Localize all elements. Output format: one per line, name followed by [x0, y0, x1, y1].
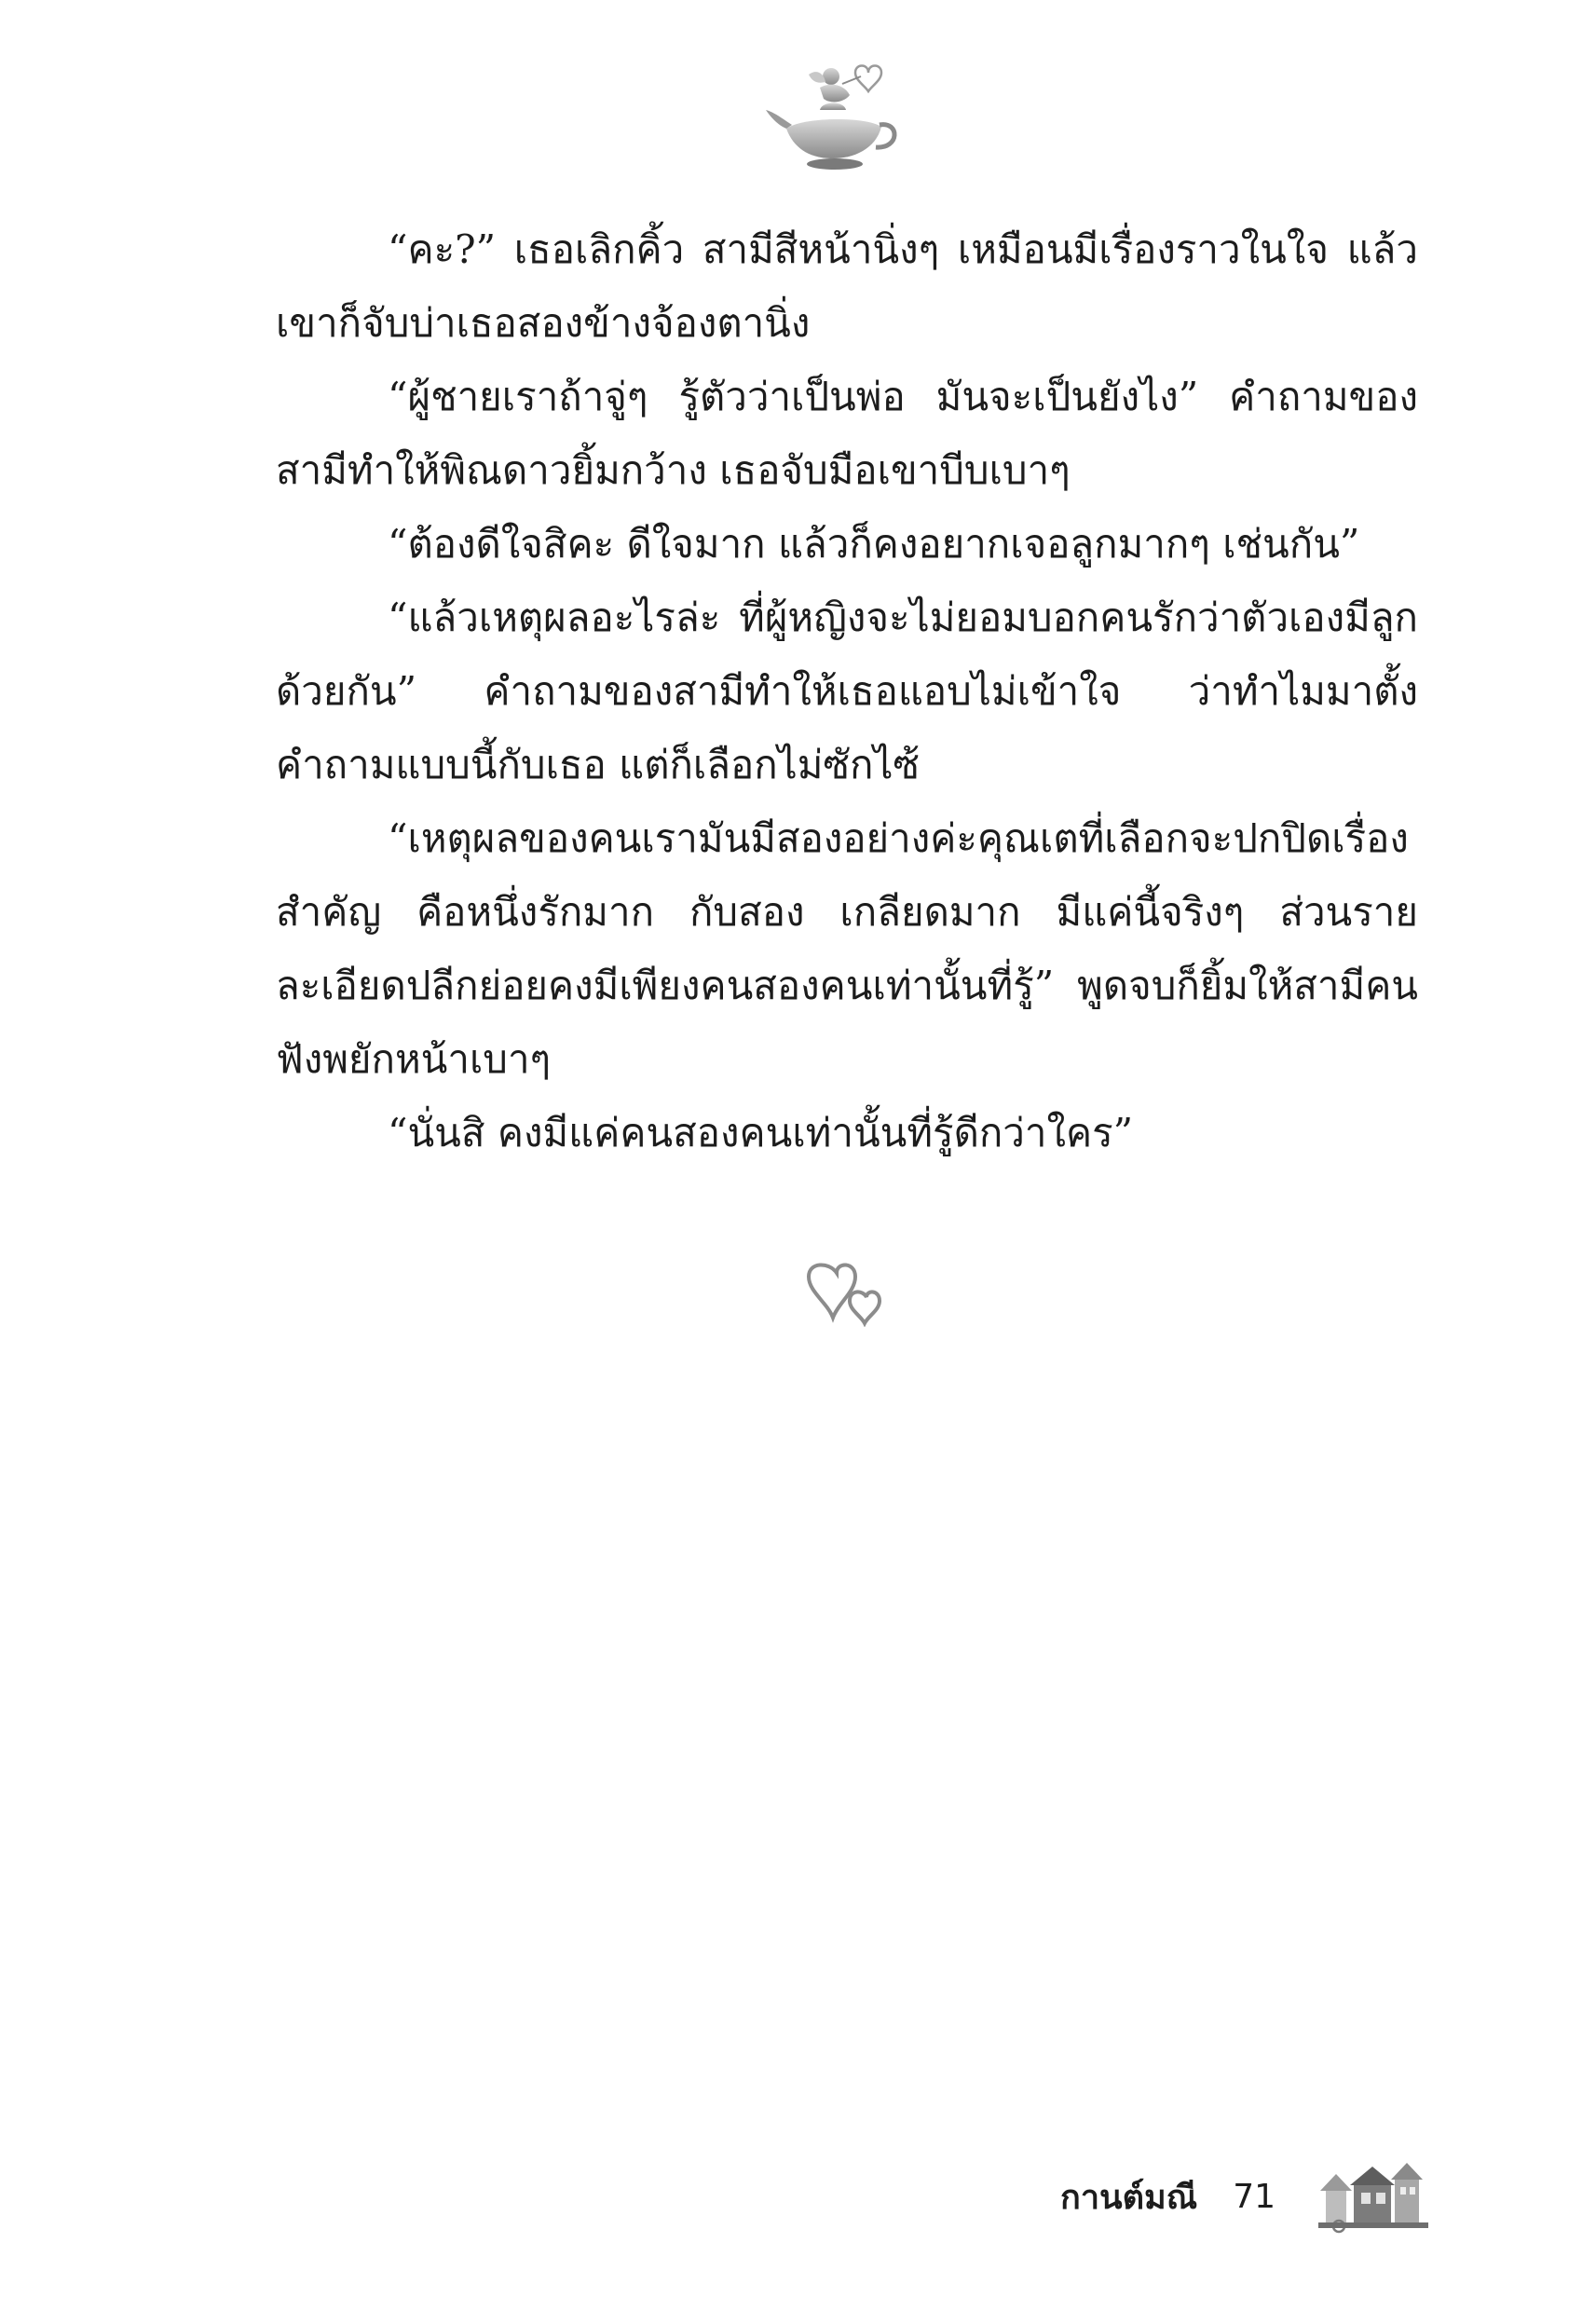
paragraph: “ต้องดีใจสิคะ ดีใจมาก แล้วก็คงอยากเจอลูกมากๆ เช่นกัน” [388, 521, 1360, 567]
story-body [276, 212, 1418, 1169]
double-heart-icon [801, 1260, 894, 1327]
paragraph: “ผู้ชายเราถ้าจู่ๆ รู้ตัวว่าเป็นพ่อ มันจะเป็นยังไง” คำถามของสามีทำให้พิณดาวยิ้มกว้าง เธอจับมือเขาบีบเบาๆ [276, 374, 1418, 493]
page-number: 71 [1233, 2177, 1275, 2216]
page-footer [1060, 2154, 1428, 2238]
cupid-teapot-icon [764, 56, 904, 177]
decorative-house-icon [1318, 2157, 1428, 2236]
paragraph: “เหตุผลของคนเรามันมีสองอย่างค่ะคุณเตที่เลือกจะปกปิดเรื่องสำคัญ คือหนึ่งรักมาก กับสอง เกลียดมาก มีแค่นี้จริงๆ ส่วนรายละเอียดปลีกย่อยคงมีเพียงคนสองคนเท่านั้นที่รู้” พูดจบก็ยิ้มให้สามีคนฟังพยักหน้าเบาๆ [276, 815, 1418, 1082]
paragraph: “คะ?” เธอเลิกคิ้ว สามีสีหน้านิ่งๆ เหมือนมีเรื่องราวในใจ แล้วเขาก็จับบ่าเธอสองข้างจ้องตานิ่ง [276, 226, 1418, 346]
paragraph: “แล้วเหตุผลอะไรล่ะ ที่ผู้หญิงจะไม่ยอมบอกคนรักว่าตัวเองมีลูกด้วยกัน” คำถามของสามีทำให้เธอแอบไม่เข้าใจ ว่าทำไมมาตั้งคำถามแบบนี้กับเธอ แต่ก็เลือกไม่ซักไซ้ [276, 595, 1418, 787]
paragraph: “นั่นสิ คงมีแค่คนสองคนเท่านั้นที่รู้ดีกว่าใคร” [388, 1110, 1134, 1156]
book-title: กานต์มณี [1060, 2178, 1198, 2217]
